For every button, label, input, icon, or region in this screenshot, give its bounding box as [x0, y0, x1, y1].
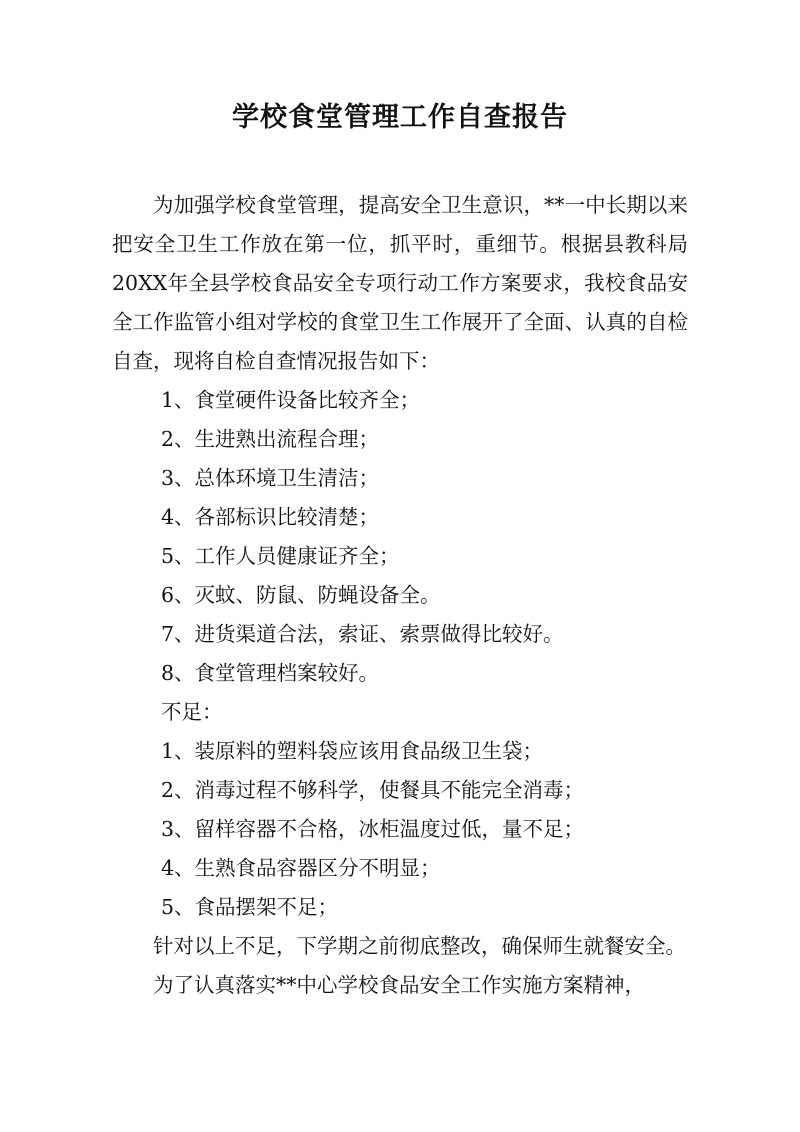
- remedy-paragraph: 针对以上不足，下学期之前彻底整改，确保师生就餐安全。: [153, 934, 686, 958]
- strength-item-7: 7、进货渠道合法，索证、索票做得比较好。: [161, 622, 564, 646]
- strength-item-6: 6、灭蚊、防鼠、防蝇设备全。: [161, 583, 441, 607]
- strength-item-4: 4、各部标识比较清楚；: [161, 505, 380, 529]
- shortcoming-item-5: 5、食品摆架不足；: [161, 895, 339, 919]
- document-body: [112, 186, 688, 1005]
- shortcoming-item-1: 1、装原料的塑料袋应该用食品级卫生袋；: [161, 739, 544, 763]
- closing-paragraph: 为了认真落实**中心学校食品安全工作实施方案精神，: [153, 973, 645, 997]
- strength-item-8: 8、食堂管理档案较好。: [161, 661, 380, 685]
- shortcoming-item-4: 4、生熟食品容器区分不明显；: [161, 856, 441, 880]
- shortcomings-heading: 不足：: [161, 700, 223, 724]
- strength-item-3: 3、总体环境卫生清洁；: [161, 466, 380, 490]
- document-title: 学校食堂管理工作自查报告: [232, 102, 568, 133]
- strength-item-1: 1、食堂硬件设备比较齐全；: [161, 388, 421, 412]
- intro-paragraph: 为加强学校食堂管理，提高安全卫生意识，**一中长期以来把安全卫生工作放在第一位，抓平时，重细节。根据县教科局20XX年全县学校食品安全专项行动工作方案要求，我校食品安全工作监管小组对学校的食堂卫生工作展开了全面、认真的自检自查，现将自检自查情况报告如下：: [112, 193, 688, 373]
- shortcoming-item-2: 2、消毒过程不够科学，使餐具不能完全消毒；: [161, 778, 585, 802]
- strength-item-2: 2、生进熟出流程合理；: [161, 427, 380, 451]
- strength-item-5: 5、工作人员健康证齐全；: [161, 544, 400, 568]
- shortcoming-item-3: 3、留样容器不合格，冰柜温度过低，量不足；: [161, 817, 585, 841]
